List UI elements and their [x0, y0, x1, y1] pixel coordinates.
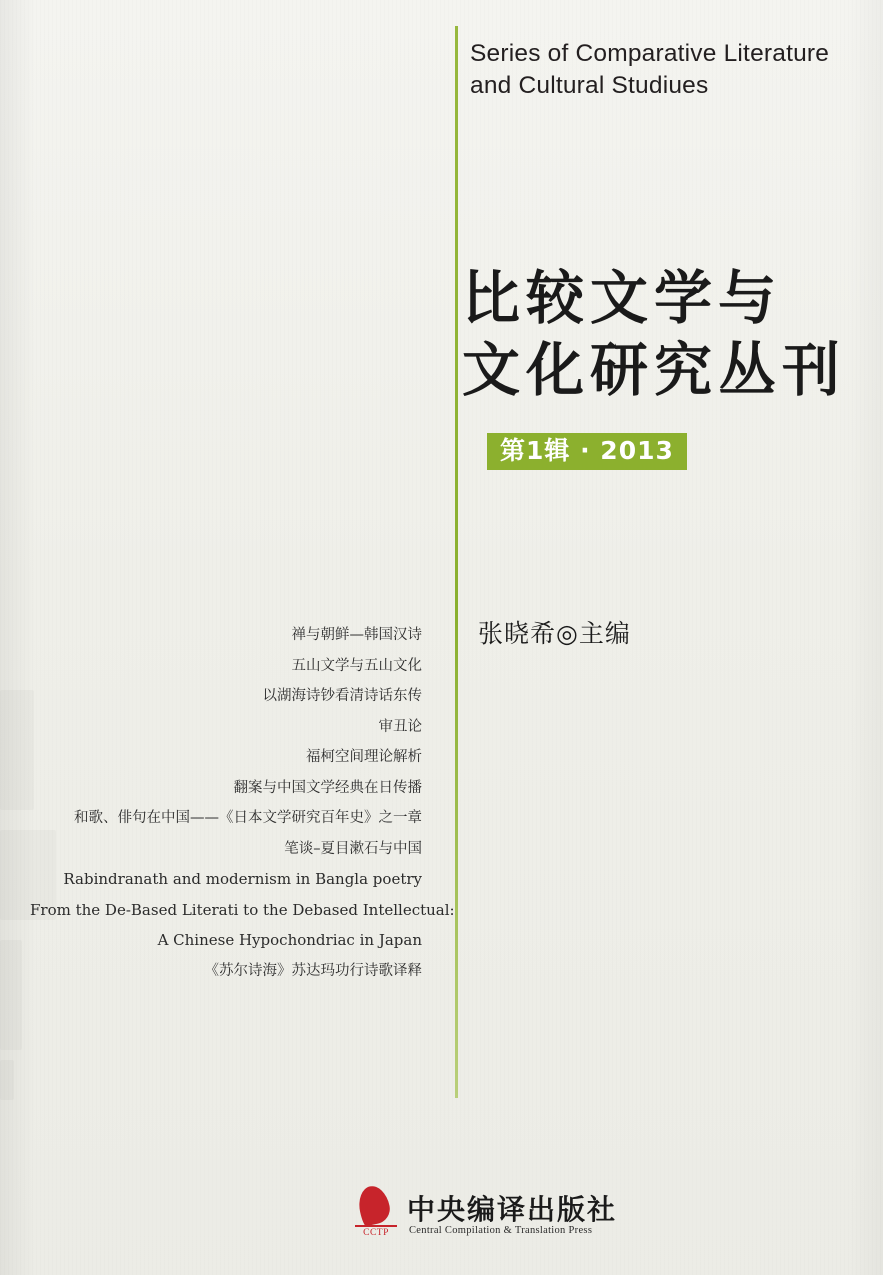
- list-item: 禅与朝鲜—韩国汉诗: [291, 627, 422, 643]
- publisher-name-cn: 中央编译出版社: [407, 1193, 618, 1226]
- vertical-divider-rule: [455, 26, 458, 1098]
- list-item: From the De-Based Literati to the Debased Intellectual:: [30, 900, 455, 919]
- cctp-underline-shape: [355, 1225, 397, 1227]
- publisher-block: [355, 1186, 655, 1256]
- cctp-logo-text: CCTP: [363, 1228, 389, 1238]
- main-title-line-1: 比较文学与: [462, 264, 783, 332]
- list-item: 五山文学与五山文化: [291, 657, 422, 674]
- list-item: 福柯空间理论解析: [306, 749, 422, 765]
- editor-credit: 张晓希◎主编: [478, 619, 631, 648]
- contents-list: [30, 620, 455, 986]
- list-item: 笔谈–夏目漱石与中国: [284, 840, 422, 857]
- list-item: A Chinese Hypochondriac in Japan: [157, 931, 422, 949]
- list-item: 《苏尔诗海》苏达玛功行诗歌译释: [204, 962, 422, 979]
- list-item: 审丑论: [378, 718, 422, 735]
- list-item: Rabindranath and modernism in Bangla poetry: [63, 870, 422, 888]
- main-title: [462, 262, 862, 406]
- cctp-swoosh-shape: [355, 1183, 392, 1226]
- list-item: 以湖海诗钞看清诗话东传: [262, 688, 422, 704]
- list-item: 和歌、俳句在中国——《日本文学研究百年史》之一章: [74, 810, 422, 826]
- paper-texture-mark: [0, 1060, 14, 1100]
- main-title-line-2: 文化研究丛刊: [462, 336, 847, 404]
- series-title: Series of Comparative Literature and Cultural Studiues: [470, 40, 830, 99]
- cctp-logo-icon: [355, 1186, 397, 1242]
- list-item: 翻案与中国文学经典在日传播: [233, 779, 422, 796]
- paper-texture-mark: [0, 940, 22, 1050]
- publisher-name-en: Central Compilation & Translation Press: [409, 1225, 593, 1236]
- edition-badge: 第1辑 · 2013: [487, 433, 687, 470]
- paper-texture-mark: [0, 690, 34, 810]
